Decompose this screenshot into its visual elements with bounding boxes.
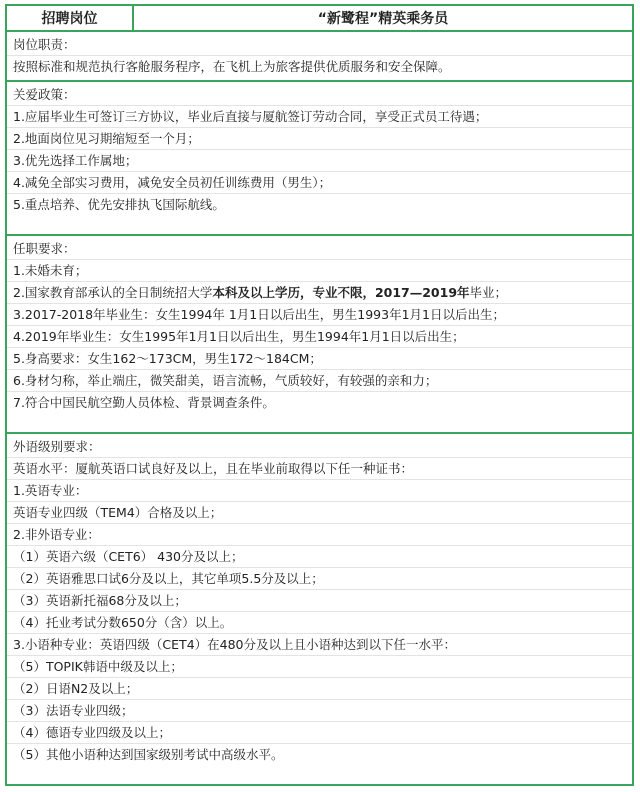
lang-title: 外语级别要求：: [7, 436, 632, 458]
lang-line: （3）英语新托福68分及以上；: [7, 590, 632, 612]
lang-line: （3）法语专业四级；: [7, 700, 632, 722]
lang-line: （2）英语雅思口试6分及以上，其它单项5.5分及以上；: [7, 568, 632, 590]
req-item: 4.2019年毕业生：女生1995年1月1日以后出生，男生1994年1月1日以后出生；: [7, 326, 632, 348]
lang-line: （5）其他小语种达到国家级别考试中高级水平。: [13, 747, 284, 762]
care-item: 1.应届毕业生可签订三方协议，毕业后直接与厦航签订劳动合同，享受正式员工待遇；: [7, 106, 632, 128]
duty-desc: 按照标准和规范执行客舱服务程序，在飞机上为旅客提供优质服务和安全保障。: [13, 59, 451, 74]
req-edu-bold: 本科及以上学历，专业不限，2017—2019年: [212, 285, 470, 300]
requirements-section: [7, 236, 632, 434]
table-header: [7, 6, 632, 32]
req-item: 6.身材匀称，举止端庄，微笑甜美，语言流畅，气质较好，有较强的亲和力；: [7, 370, 632, 392]
position-label: 招聘岗位: [7, 6, 134, 30]
lang-line: 1.英语专业：: [7, 480, 632, 502]
lang-line: （4）德语专业四级及以上；: [7, 722, 632, 744]
care-item: 5.重点培养、优先安排执飞国际航线。: [13, 197, 225, 212]
lang-line: 2.非外语专业：: [7, 524, 632, 546]
req-edu-post: 毕业；: [469, 285, 508, 300]
care-section: [7, 82, 632, 236]
lang-line: （4）托业考试分数650分（含）以上。: [7, 612, 632, 634]
care-item: 2.地面岗位见习期缩短至一个月；: [7, 128, 632, 150]
care-item: 3.优先选择工作属地；: [7, 150, 632, 172]
lang-line: （5）TOPIK韩语中级及以上；: [7, 656, 632, 678]
lang-line: 3.小语种专业：英语四级（CET4）在480分及以上且小语种达到以下任一水平：: [7, 634, 632, 656]
recruitment-table: [5, 4, 634, 786]
language-section: [7, 434, 632, 788]
req-edu-pre: 2.国家教育部承认的全日制统招大学: [13, 285, 213, 300]
duty-section: [7, 32, 632, 82]
care-title: 关爱政策：: [7, 84, 632, 106]
req-item: 5.身高要求：女生162～173CM，男生172～184CM；: [7, 348, 632, 370]
req-item: 7.符合中国民航空勤人员体检、背景调查条件。: [13, 395, 275, 410]
lang-line: （1）英语六级（CET6） 430分及以上；: [7, 546, 632, 568]
lang-line: （2）日语N2及以上；: [7, 678, 632, 700]
position-title: “新鹭程”精英乘务员: [317, 11, 449, 27]
lang-line: 英语专业四级（TEM4）合格及以上；: [7, 502, 632, 524]
duty-title: 岗位职责：: [7, 34, 632, 56]
req-item: 3.2017-2018年毕业生：女生1994年 1月1日以后出生，男生1993年1月1日以后出生；: [7, 304, 632, 326]
lang-line: 英语水平：厦航英语口试良好及以上，且在毕业前取得以下任一种证书：: [7, 458, 632, 480]
care-item: 4.减免全部实习费用，减免安全员初任训练费用（男生）；: [7, 172, 632, 194]
req-item: 1.未婚未育；: [7, 260, 632, 282]
req-item-education: [7, 282, 632, 304]
req-title: 任职要求：: [7, 238, 632, 260]
